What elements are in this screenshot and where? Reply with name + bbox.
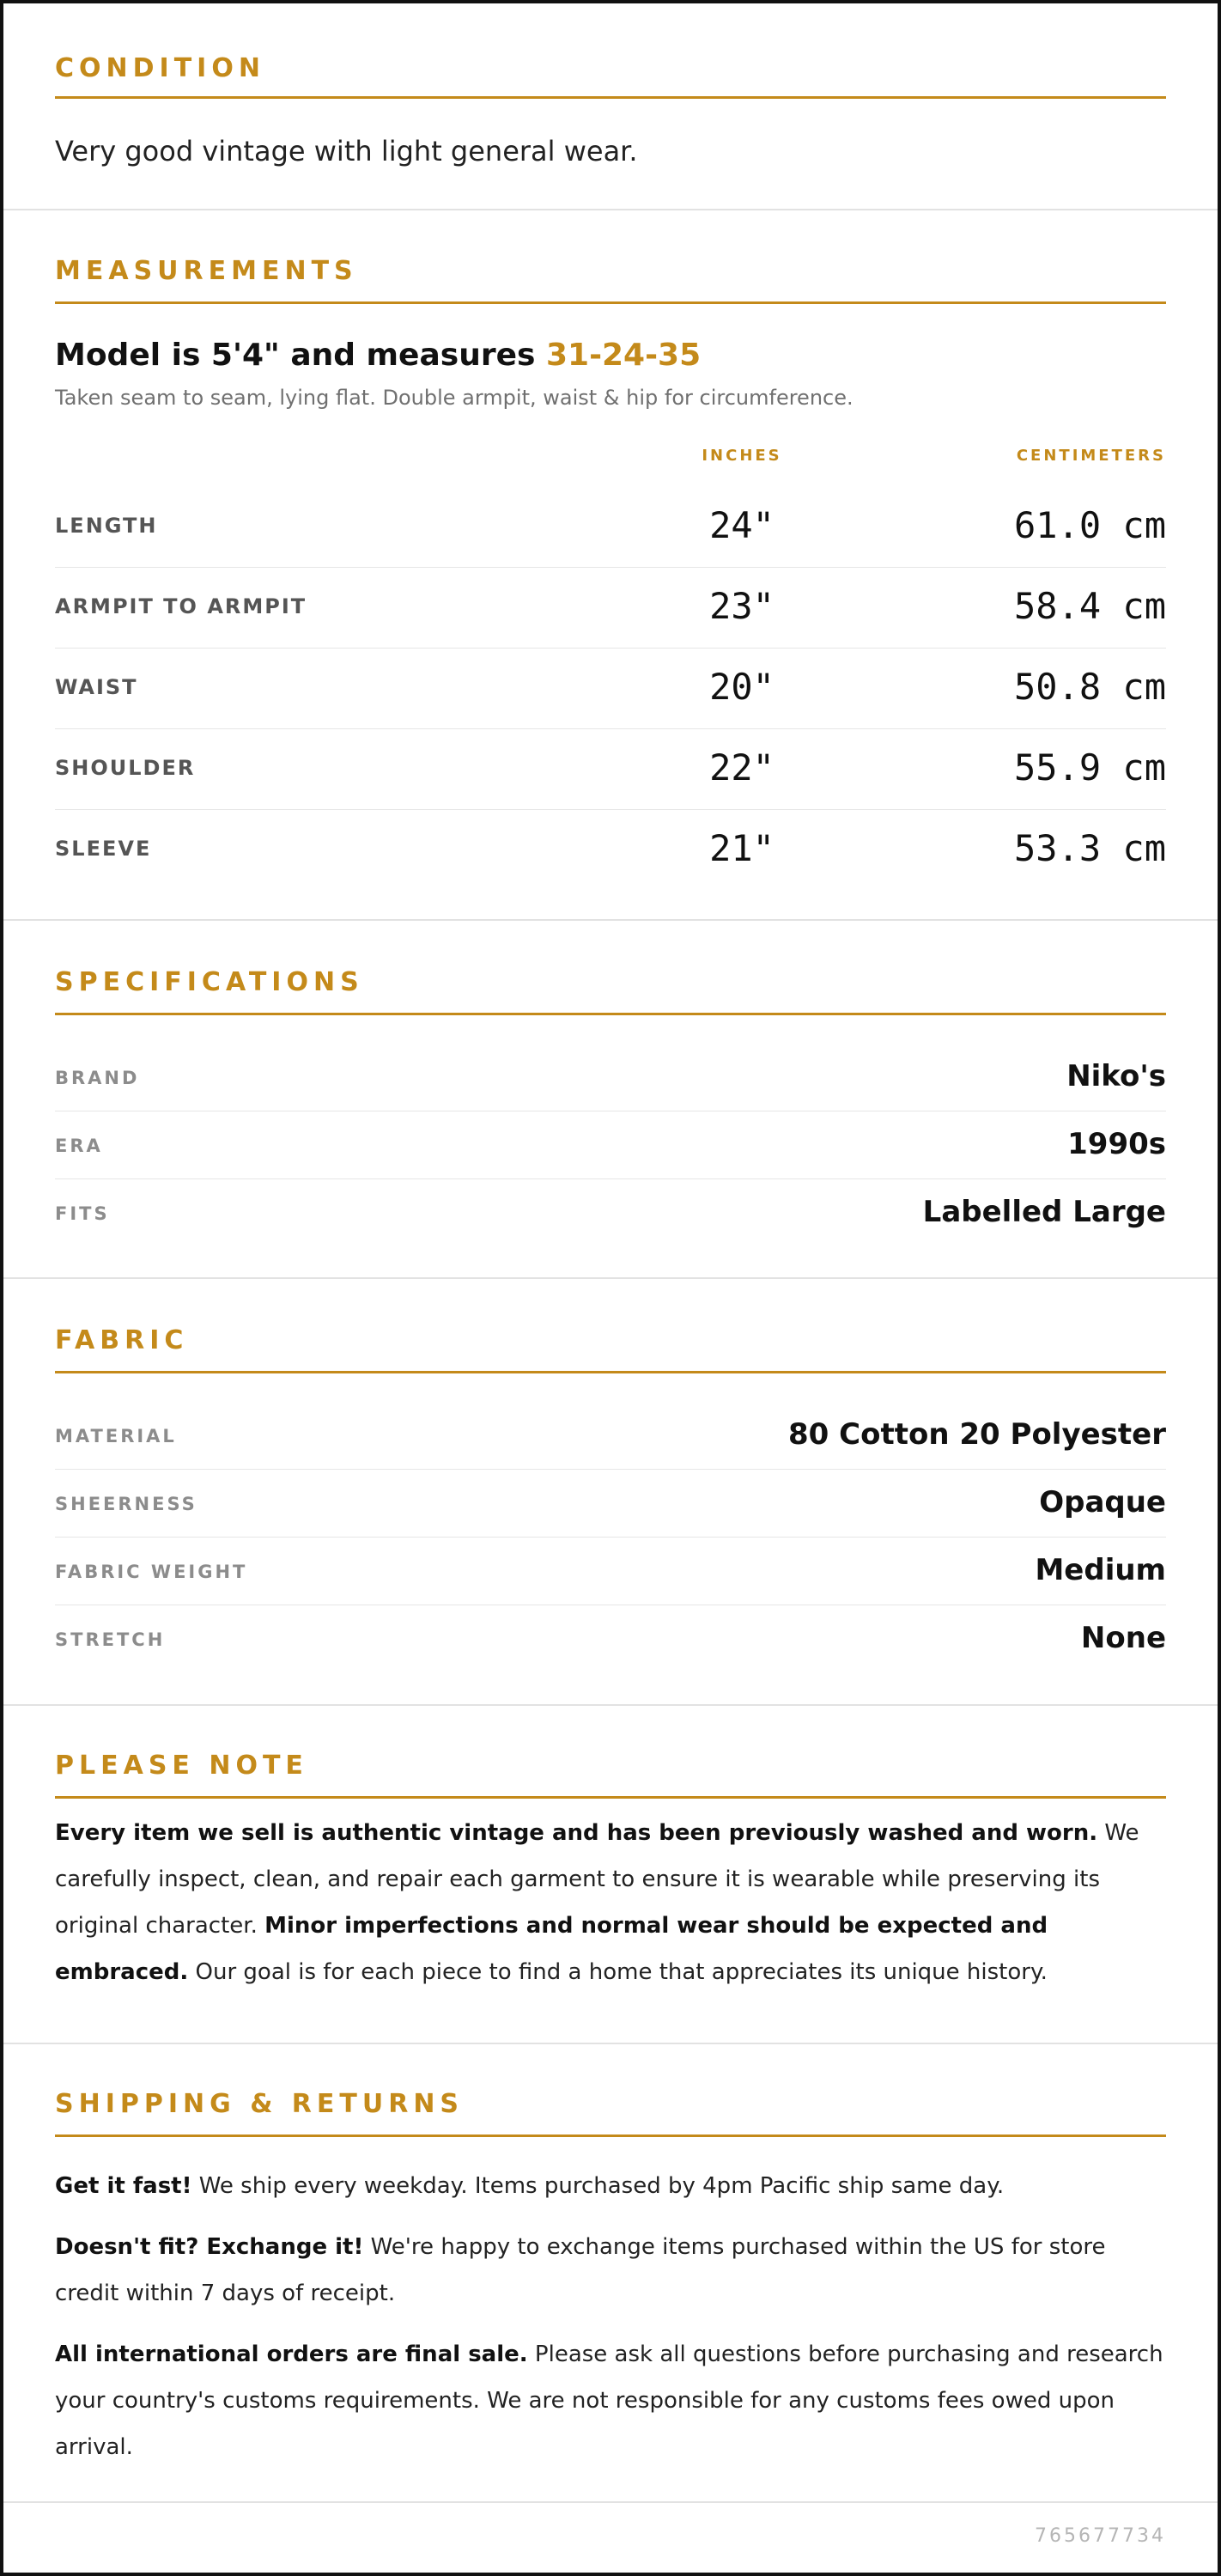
spec-row-fits <box>55 1178 1166 1246</box>
measurement-label: WAIST <box>55 675 138 699</box>
measurements-title: MEASUREMENTS <box>55 256 358 286</box>
shipping-returns-divider <box>55 2134 1166 2137</box>
condition-title: CONDITION <box>55 53 265 83</box>
measurement-label: SLEEVE <box>55 837 152 861</box>
measurement-inches: 22" <box>709 746 775 789</box>
please-note-section <box>3 1706 1218 2044</box>
spec-label: ERA <box>55 1136 103 1156</box>
fabric-value: Opaque <box>1039 1485 1166 1519</box>
specifications-divider <box>55 1013 1166 1015</box>
measurement-label: SHOULDER <box>55 756 196 780</box>
centimeters-column-header: CENTIMETERS <box>1016 447 1166 465</box>
spec-row-brand <box>55 1043 1166 1111</box>
condition-text: Very good vintage with light general wear. <box>55 135 638 167</box>
fabric-row-weight <box>55 1537 1166 1605</box>
specifications-section <box>3 921 1218 1279</box>
please-note-divider <box>55 1796 1166 1799</box>
fabric-value: 80 Cotton 20 Polyester <box>788 1417 1166 1452</box>
condition-section <box>3 3 1218 210</box>
measurement-cm: 55.9 cm <box>1013 746 1166 789</box>
fabric-row-material <box>55 1401 1166 1470</box>
note-text-1: We carefully inspect, clean, and repair each garment to ensure it is wearable while preserving its original character. <box>55 1820 1139 1939</box>
spec-value: Niko's <box>1066 1059 1166 1093</box>
measurement-cm: 50.8 cm <box>1013 666 1166 708</box>
measurements-section <box>3 207 1218 921</box>
measurement-inches: 24" <box>709 504 775 546</box>
shipping-returns-title: SHIPPING & RETURNS <box>55 2089 465 2119</box>
measurement-row <box>55 728 1166 810</box>
measurements-divider <box>55 301 1166 304</box>
measurement-row <box>55 648 1166 729</box>
fabric-title: FABRIC <box>55 1325 189 1355</box>
model-measures: 31-24-35 <box>545 338 702 373</box>
shipping-bold-1: Get it fast! <box>55 2173 192 2199</box>
spec-row-era <box>55 1111 1166 1179</box>
measurement-inches: 20" <box>709 666 775 708</box>
spec-label: FITS <box>55 1203 110 1224</box>
note-bold-1: Every item we sell is authentic vintage and has been previously washed and worn. <box>55 1820 1098 1846</box>
measurement-label: ARMPIT TO ARMPIT <box>55 594 307 618</box>
note-bold-2: Minor imperfections and normal wear should be expected and embraced. <box>55 1913 1048 1985</box>
model-info <box>55 336 701 375</box>
shipping-bold-3: All international orders are final sale. <box>55 2342 528 2367</box>
specifications-title: SPECIFICATIONS <box>55 967 364 997</box>
product-id: 765677734 <box>1035 2525 1166 2547</box>
shipping-text-3: Please ask all questions before purchasing and research your country's customs requirements. We are not responsible for any customs fees owed upon arrival. <box>55 2342 1163 2460</box>
fabric-row-stretch <box>55 1605 1166 1672</box>
please-note-title: PLEASE NOTE <box>55 1751 308 1781</box>
fabric-value: Medium <box>1035 1553 1166 1587</box>
fabric-value: None <box>1080 1621 1166 1655</box>
spec-label: BRAND <box>55 1068 140 1088</box>
measurement-cm: 58.4 cm <box>1013 585 1166 627</box>
shipping-returns-section <box>3 2044 1218 2503</box>
measurement-cm: 53.3 cm <box>1013 827 1166 869</box>
shipping-international-text <box>55 2331 1166 2470</box>
measurement-row <box>55 567 1166 649</box>
inches-column-header: INCHES <box>702 447 782 465</box>
shipping-text-2: We're happy to exchange items purchased within the US for store credit within 7 days of receipt. <box>55 2234 1106 2306</box>
shipping-text-1: We ship every weekday. Items purchased by 4pm Pacific ship same day. <box>191 2173 1005 2199</box>
measurement-cm: 61.0 cm <box>1013 504 1166 546</box>
fabric-label: STRETCH <box>55 1629 166 1650</box>
measurement-inches: 23" <box>709 585 775 627</box>
shipping-fast-text <box>55 2163 1166 2209</box>
condition-divider <box>55 96 1166 99</box>
fabric-row-sheerness <box>55 1469 1166 1538</box>
spec-value: Labelled Large <box>922 1195 1166 1229</box>
fabric-label: MATERIAL <box>55 1426 177 1446</box>
shipping-exchange-text <box>55 2224 1166 2317</box>
fabric-label: SHEERNESS <box>55 1494 197 1514</box>
fabric-label: FABRIC WEIGHT <box>55 1562 248 1582</box>
measurement-inches: 21" <box>709 827 775 869</box>
fabric-divider <box>55 1371 1166 1373</box>
measurement-row <box>55 486 1166 568</box>
note-text-2: Our goal is for each piece to find a home that appreciates its unique history. <box>188 1959 1048 1985</box>
fabric-section <box>3 1279 1218 1706</box>
please-note-text <box>55 1810 1166 1995</box>
model-info-prefix: Model is 5'4" and measures <box>55 338 546 373</box>
spec-value: 1990s <box>1067 1127 1166 1161</box>
measurement-label: LENGTH <box>55 514 158 538</box>
measurement-note: Taken seam to seam, lying flat. Double armpit, waist & hip for circumference. <box>55 386 853 410</box>
shipping-bold-2: Doesn't fit? Exchange it! <box>55 2234 364 2260</box>
measurement-row <box>55 809 1166 890</box>
